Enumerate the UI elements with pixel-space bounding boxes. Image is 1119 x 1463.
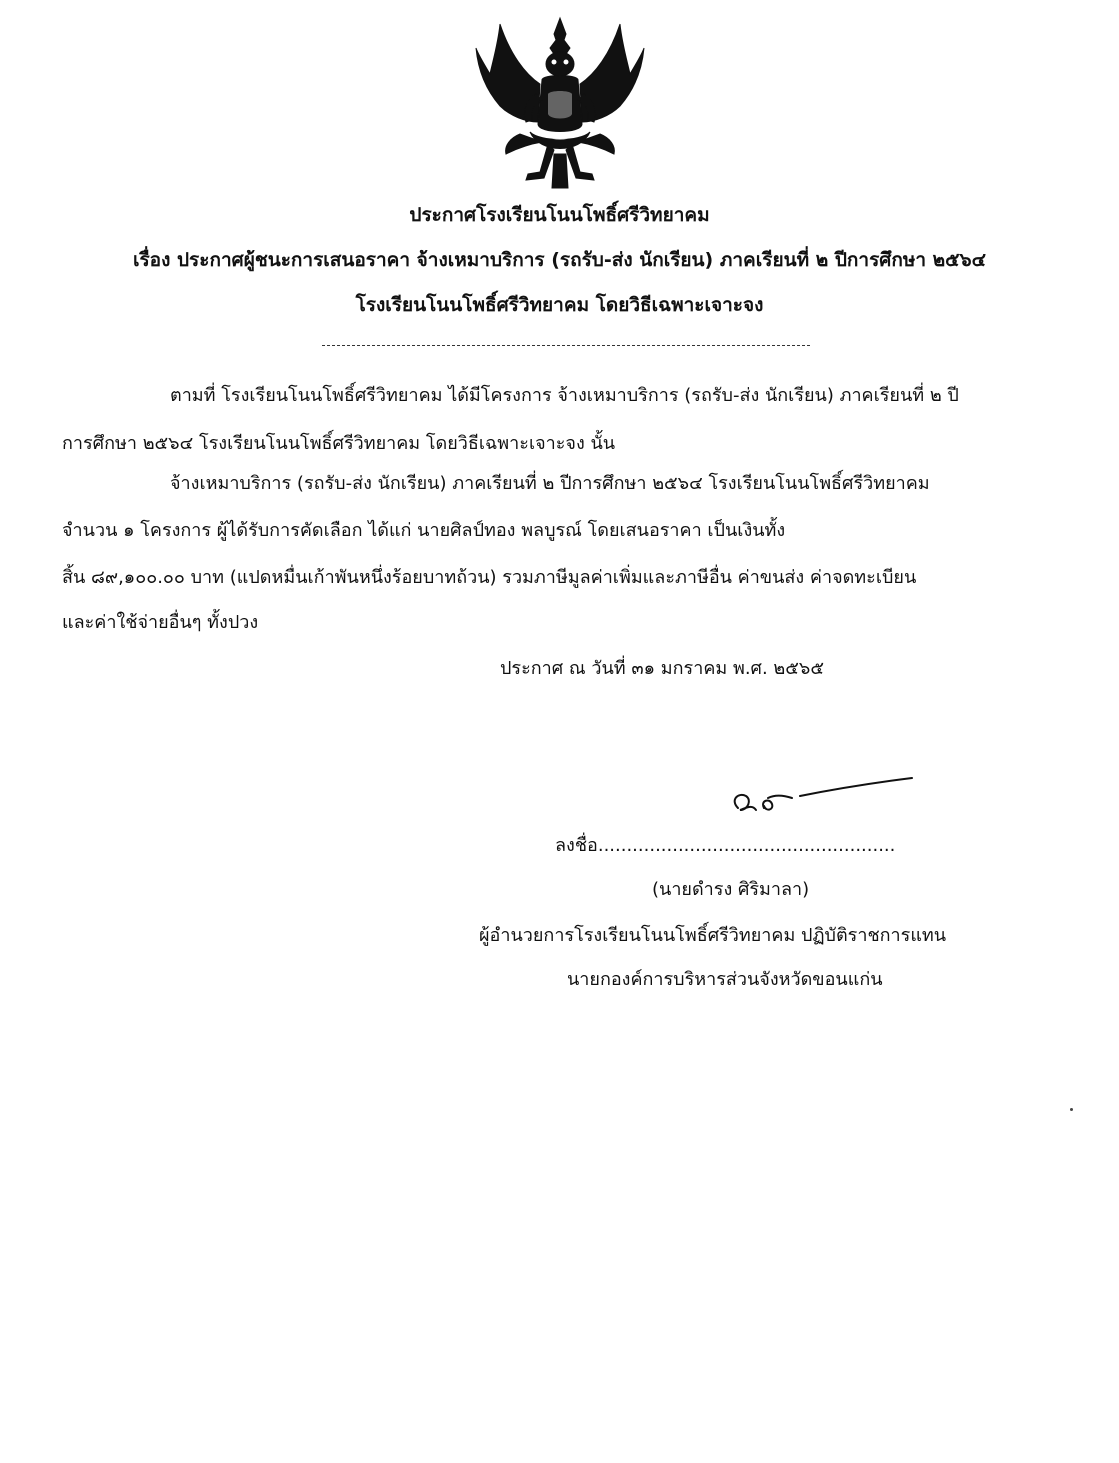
paragraph-2-line-4: และค่าใช้จ่ายอื่นๆ ทั้งปวง bbox=[62, 612, 259, 633]
scan-speck bbox=[1070, 1108, 1073, 1111]
announcement-subject: เรื่อง ประกาศผู้ชนะการเสนอราคา จ้างเหมาบริการ (รถรับ-ส่ง นักเรียน) ภาคเรียนที่ ๒ ปีการศึกษา ๒๕๖๔ bbox=[132, 249, 986, 271]
signature-icon bbox=[720, 770, 920, 830]
announcement-title: ประกาศโรงเรียนโนนโพธิ์ศรีวิทยาคม bbox=[409, 204, 710, 226]
garuda-emblem-icon bbox=[470, 14, 650, 194]
paragraph-2-line-1: จ้างเหมาบริการ (รถรับ-ส่ง นักเรียน) ภาคเรียนที่ ๒ ปีการศึกษา ๒๕๖๔ โรงเรียนโนนโพธิ์ศรีวิทยาคม bbox=[170, 473, 930, 494]
announcement-subject-cont: โรงเรียนโนนโพธิ์ศรีวิทยาคม โดยวิธีเฉพาะเจาะจง bbox=[355, 294, 764, 316]
announcement-date: ประกาศ ณ วันที่ ๓๑ มกราคม พ.ศ. ๒๕๖๕ bbox=[500, 658, 824, 679]
signer-position: ผู้อำนวยการโรงเรียนโนนโพธิ์ศรีวิทยาคม ปฏิบัติราชการแทน bbox=[479, 925, 947, 946]
signer-name: (นายดำรง ศิริมาลา) bbox=[652, 879, 810, 900]
header-divider bbox=[322, 345, 810, 346]
paragraph-2-line-2: จำนวน ๑ โครงการ ผู้ได้รับการคัดเลือก ได้แก่ นายศิลป์ทอง พลบูรณ์ โดยเสนอราคา เป็นเงินทั้ง bbox=[62, 520, 786, 541]
paragraph-1-line-2: การศึกษา ๒๕๖๔ โรงเรียนโนนโพธิ์ศรีวิทยาคม โดยวิธีเฉพาะเจาะจง นั้น bbox=[62, 433, 616, 454]
paragraph-1-line-1: ตามที่ โรงเรียนโนนโพธิ์ศรีวิทยาคม ได้มีโครงการ จ้างเหมาบริการ (รถรับ-ส่ง นักเรียน) ภาคเรียนที่ ๒ ปี bbox=[170, 385, 959, 406]
signature-line: ลงชื่อ.................................................... bbox=[555, 835, 896, 856]
signer-position-cont: นายกองค์การบริหารส่วนจังหวัดขอนแก่น bbox=[567, 969, 883, 990]
paragraph-2-line-3: สิ้น ๘๙,๑๐๐.๐๐ บาท (แปดหมื่นเก้าพันหนึ่งร้อยบาทถ้วน) รวมภาษีมูลค่าเพิ่มและภาษีอื่น ค่าขนส่ง ค่าจดทะเบียน bbox=[62, 567, 917, 588]
